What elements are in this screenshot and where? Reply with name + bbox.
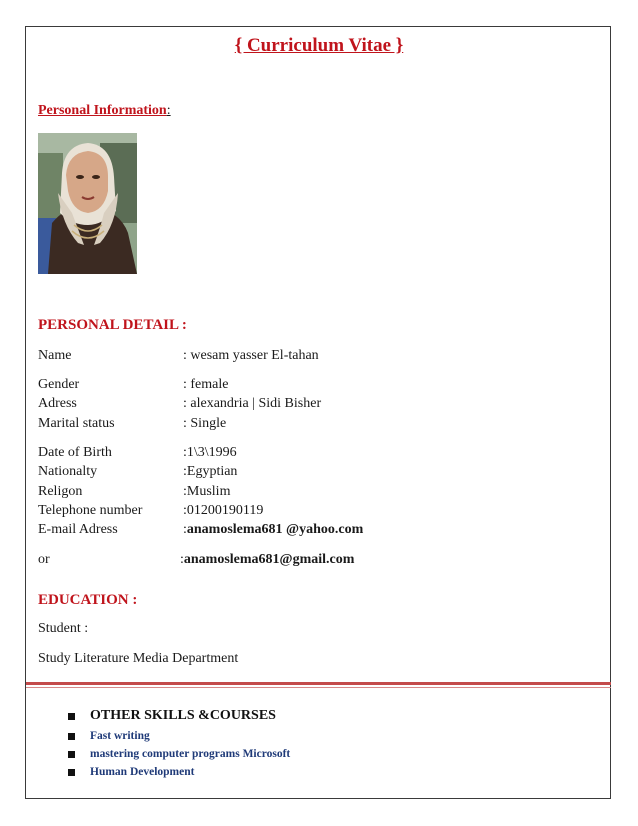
detail-value-address: : alexandria | Sidi Bisher: [183, 396, 322, 411]
detail-label-or: or: [38, 552, 50, 567]
detail-label-religion: Religon: [38, 484, 83, 499]
cv-title: { Curriculum Vitae }: [234, 35, 404, 56]
personal-information-label: Personal Information: [38, 103, 167, 118]
detail-value-nationality: :Egyptian: [183, 464, 238, 479]
detail-value-date-of-birth: :1\3\1996: [183, 445, 237, 460]
detail-value-religion: :Muslim: [183, 484, 231, 499]
detail-label-marital-status: Marital status: [38, 416, 115, 431]
detail-value-marital-status: : Single: [183, 416, 227, 431]
detail-label-date-of-birth: Date of Birth: [38, 445, 112, 460]
detail-value-alt-email: [180, 552, 354, 568]
detail-label-nationality: Nationalty: [38, 464, 98, 479]
detail-value-name: : wesam yasser El-tahan: [183, 348, 319, 363]
section-divider-thin: [26, 687, 611, 688]
detail-value-telephone: :01200190119: [183, 503, 264, 518]
bullet-icon: [68, 751, 75, 758]
skill-item: Fast writing: [90, 730, 150, 742]
detail-value-gender: : female: [183, 377, 229, 392]
email-address: anamoslema681 @yahoo.com: [186, 522, 364, 537]
detail-label-gender: Gender: [38, 377, 80, 392]
skill-item: mastering computer programs Microsoft: [90, 748, 291, 760]
detail-label-email: E-mail Adress: [38, 522, 118, 537]
bullet-icon: [68, 733, 75, 740]
profile-photo-image: [38, 133, 137, 274]
detail-label-name: Name: [38, 348, 72, 363]
skill-item: Human Development: [90, 766, 195, 778]
email-colon: :: [183, 522, 187, 537]
personal-information-heading: [38, 103, 171, 119]
alt-email-address: anamoslema681@gmail.com: [183, 552, 355, 567]
alt-email-colon: :: [180, 552, 184, 567]
detail-value-email: [183, 522, 363, 538]
bullet-icon: [68, 713, 75, 720]
bullet-icon: [68, 769, 75, 776]
education-heading: EDUCATION :: [38, 592, 138, 608]
section-divider: [26, 682, 611, 685]
personal-detail-heading: PERSONAL DETAIL :: [38, 317, 187, 333]
detail-label-telephone: Telephone number: [38, 503, 143, 518]
personal-information-colon: :: [166, 103, 171, 118]
detail-label-address: Adress: [38, 396, 77, 411]
profile-photo: [38, 133, 137, 274]
education-line-department: Study Literature Media Department: [38, 651, 239, 666]
skills-heading: OTHER SKILLS &COURSES: [90, 708, 276, 723]
education-line-student: Student :: [38, 621, 89, 636]
